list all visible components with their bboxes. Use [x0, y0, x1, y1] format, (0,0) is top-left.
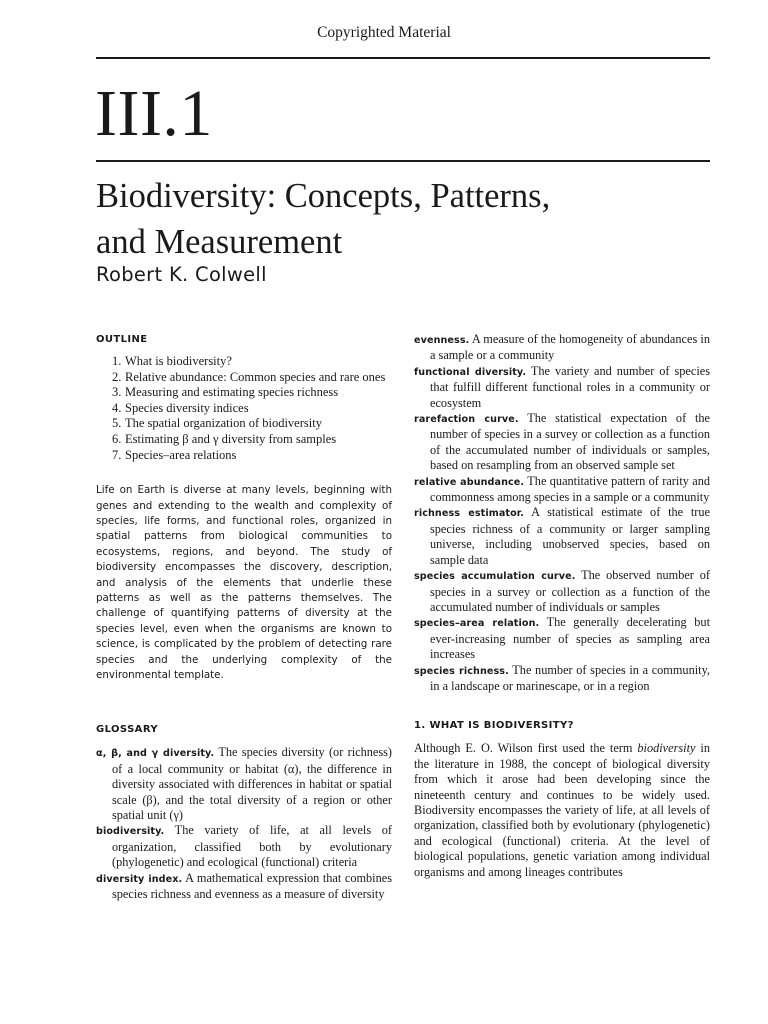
- glossary-term: rarefaction curve.: [414, 414, 519, 426]
- glossary-term: richness estimator.: [414, 508, 524, 520]
- header-rule: [96, 57, 710, 59]
- glossary-term: evenness.: [414, 335, 470, 346]
- right-column: [414, 332, 710, 892]
- glossary-entry: [96, 823, 392, 870]
- outline-item: [112, 448, 392, 464]
- glossary-entry: [414, 474, 710, 506]
- outline-item-number: 5.: [112, 416, 122, 431]
- chapter-title-line-2: and Measurement: [96, 223, 343, 261]
- glossary-definition: The number of species in a community, in a landscape or marinescape, or in a region: [430, 662, 710, 693]
- outline-item-number: 6.: [112, 431, 122, 446]
- outline-item-text: What is biodiversity?: [125, 354, 232, 368]
- outline-item-number: 4.: [112, 400, 122, 415]
- outline-item-text: Measuring and estimating species richness: [125, 385, 339, 400]
- author-name: Robert K. Colwell: [96, 263, 267, 286]
- outline-item-text: The spatial organization of biodiversity: [125, 416, 322, 431]
- abstract: Life on Earth is diverse at many levels, beginning with genes and extending to the wealth and complexity of species, life forms, and functional roles, organized in spatial patterns from biological communities to ecosystems, regions, and beyond. The study of biodiversity encompasses the discovery, description, and analysis of the elements that underlie these patterns as well as the patterns themselves. The challenge of quantifying patterns of diversity at the species level, even when the organisms are known to science, is complicated by the problem of detecting rare species and the underlying complexity of the environmental template.: [96, 484, 392, 682]
- outline-item-number: 2.: [112, 369, 122, 384]
- glossary-definition: The species diversity (or richness) of a local community or habitat (α), the difference in diversity associated with differences in habitat or spatial scale (β), and the total diversity of a region or other spatial unit (γ): [112, 745, 393, 823]
- glossary-entry: [414, 505, 710, 568]
- outline-item-text: Relative abundance: Common species and rare ones: [125, 369, 386, 384]
- section-1-text-start: Although E. O. Wilson first used the term: [414, 741, 638, 756]
- glossary-definition: The quantitative pattern of rarity and commonness among species in a sample or a community: [430, 473, 710, 505]
- section-1-text-rest: in the literature in 1988, the concept of biological diversity from which it arose had been developing since the nineteenth century and continues to be widely used. Biodiversity encompasses the variety of life, at all levels of organization, classified both by evolutionary (phylogenetic) and ecological (functional) criteria. At the level of biological populations, genetic variation among individual organisms and among lineages contributes: [414, 741, 710, 879]
- chapter-title-line-1: Biodiversity: Concepts, Patterns,: [96, 177, 551, 215]
- glossary-definition: A mathematical expression that combines species richness and evenness as a measure of diversity: [112, 870, 392, 902]
- outline-item: [112, 354, 392, 370]
- glossary-term: functional diversity.: [414, 366, 527, 378]
- glossary-term: species–area relation.: [414, 618, 540, 630]
- section-1-paragraph: [414, 741, 710, 880]
- running-head: Copyrighted Material: [317, 24, 451, 41]
- chapter-title: [96, 173, 716, 265]
- glossary-definition: The variety and number of species that fulfill different functional roles in a community or ecosystem: [430, 363, 710, 410]
- outline-item: [112, 416, 392, 432]
- outline-item: [112, 370, 392, 386]
- glossary-term: α, β, and γ diversity.: [96, 748, 215, 760]
- outline-list: [96, 354, 392, 463]
- outline-heading: OUTLINE: [96, 334, 148, 345]
- section-1-heading: 1. WHAT IS BIODIVERSITY?: [414, 720, 574, 732]
- glossary-definition: A statistical estimate of the true species richness of a community or larger sampling universe, including unobserved species, based on sample data: [430, 505, 711, 567]
- glossary-entry: [414, 332, 710, 364]
- title-rule: [96, 160, 710, 162]
- outline-item-text: Species–area relations: [125, 447, 237, 462]
- glossary-term: diversity index.: [96, 873, 183, 885]
- outline-item-number: 7.: [112, 447, 122, 462]
- glossary-entry: [414, 411, 710, 474]
- glossary-term: biodiversity.: [96, 826, 165, 838]
- chapter-number: III.1: [95, 77, 213, 150]
- glossary-entry: [414, 568, 710, 615]
- glossary-entry: [414, 663, 710, 695]
- glossary-entry: [414, 615, 710, 662]
- glossary-term: species accumulation curve.: [414, 571, 576, 583]
- outline-item-number: 3.: [112, 385, 122, 400]
- glossary-heading: GLOSSARY: [96, 724, 159, 736]
- glossary-entry: [96, 745, 392, 823]
- outline-item: [112, 385, 392, 401]
- glossary-definition: The generally decelerating but ever-increasing number of species as sampling area increases: [430, 615, 710, 662]
- glossary-term: relative abundance.: [414, 476, 525, 488]
- glossary-list-right: [414, 332, 710, 694]
- left-column: [96, 332, 392, 903]
- outline-item-number: 1.: [112, 354, 122, 368]
- glossary-entry: [96, 871, 392, 903]
- outline-item: [112, 401, 392, 417]
- glossary-entry: [414, 364, 710, 411]
- glossary-definition: The variety of life, at all levels of organization, classified both by evolutionary (phylogenetic) and ecological (functional) criteria: [112, 823, 392, 870]
- glossary-definition: A measure of the homogeneity of abundances in a sample or a community: [430, 332, 710, 363]
- glossary-definition: The statistical expectation of the number of species in a survey or collection as a function of the accumulated number of individuals or samples, based on resampling from an observed sample set: [430, 411, 711, 473]
- outline-item-text: Estimating β and γ diversity from samples: [125, 431, 337, 446]
- outline-item-text: Species diversity indices: [125, 400, 249, 415]
- section-1-emphasis: biodiversity: [637, 741, 696, 756]
- glossary-definition: The observed number of species in a survey or collection as a function of the accumulated number of individuals or samples: [430, 568, 710, 614]
- glossary-term: species richness.: [414, 665, 509, 677]
- outline-item: [112, 432, 392, 448]
- glossary-list-left: [96, 745, 392, 902]
